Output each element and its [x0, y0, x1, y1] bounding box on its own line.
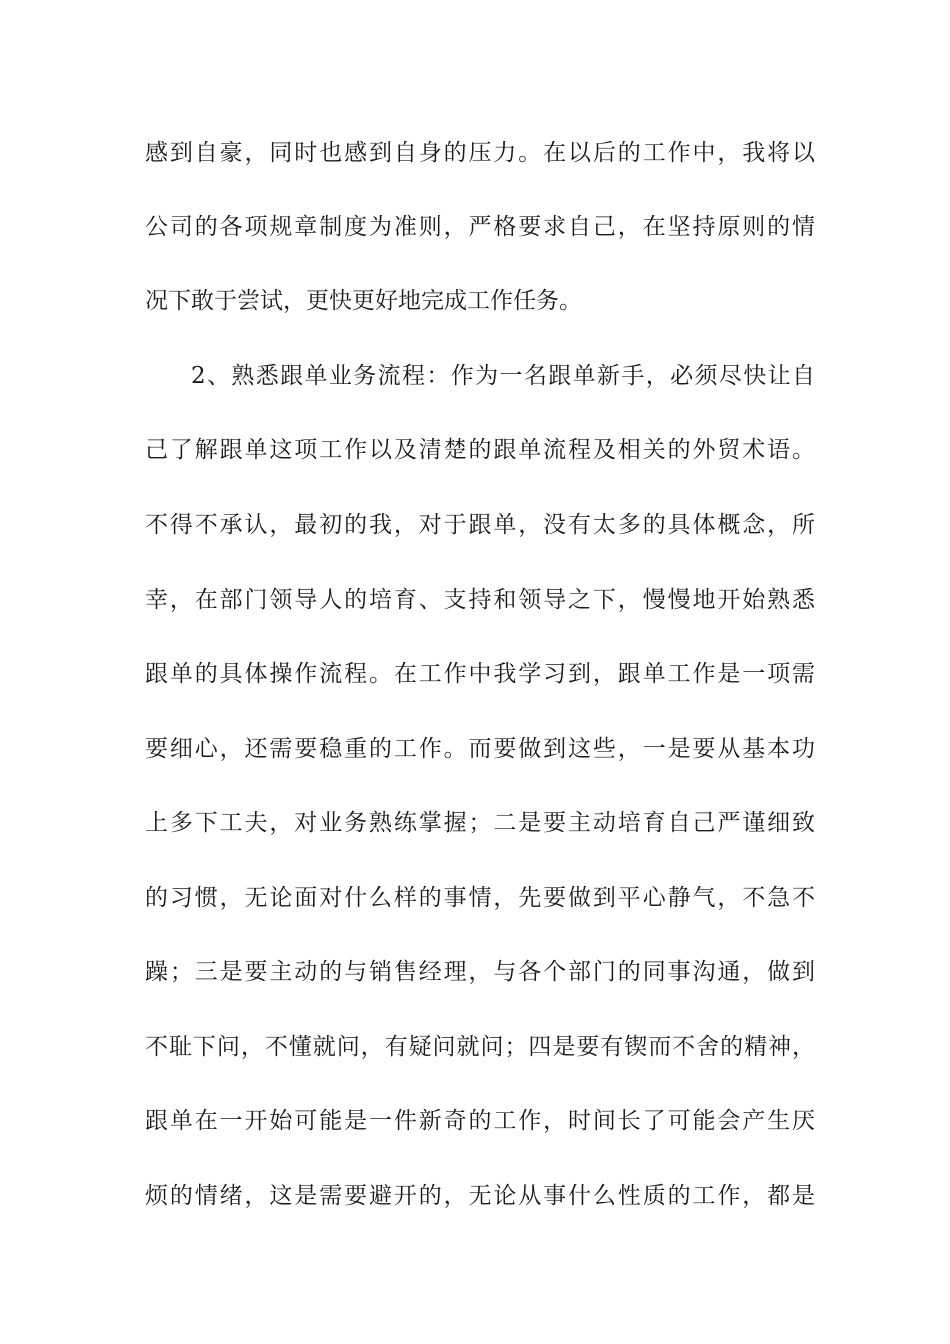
text-line-15: 烦的情绪，这是需要避开的，无论从事什么性质的工作，都是	[145, 1183, 815, 1209]
text-line-14: 跟单在一开始可能是一件新奇的工作，时间长了可能会产生厌	[145, 1108, 815, 1134]
text-line-11: 的习惯，无论面对什么样的事情，先要做到平心静气，不急不	[145, 885, 815, 911]
text-line-4: 2、熟悉跟单业务流程：作为一名跟单新手，必须尽快让自	[191, 363, 815, 389]
text-line-8: 跟单的具体操作流程。在工作中我学习到，跟单工作是一项需	[145, 661, 815, 687]
text-line-3: 况下敢于尝试，更快更好地完成工作任务。	[145, 288, 582, 314]
text-line-13: 不耻下问，不懂就问，有疑问就问；四是要有锲而不舍的精神，	[145, 1034, 815, 1060]
text-line-6: 不得不承认，最初的我，对于跟单，没有太多的具体概念，所	[145, 512, 815, 538]
text-line-7: 幸，在部门领导人的培育、支持和领导之下，慢慢地开始熟悉	[145, 587, 815, 613]
text-line-12: 躁；三是要主动的与销售经理，与各个部门的同事沟通，做到	[145, 959, 815, 985]
text-line-1: 感到自豪，同时也感到自身的压力。在以后的工作中，我将以	[145, 140, 815, 166]
text-line-2: 公司的各项规章制度为准则，严格要求自己，在坚持原则的情	[145, 214, 815, 240]
text-line-10: 上多下工夫，对业务熟练掌握；二是要主动培育自己严谨细致	[145, 810, 815, 836]
text-line-9: 要细心，还需要稳重的工作。而要做到这些，一是要从基本功	[145, 736, 815, 762]
text-line-5: 己了解跟单这项工作以及清楚的跟单流程及相关的外贸术语。	[145, 437, 815, 463]
